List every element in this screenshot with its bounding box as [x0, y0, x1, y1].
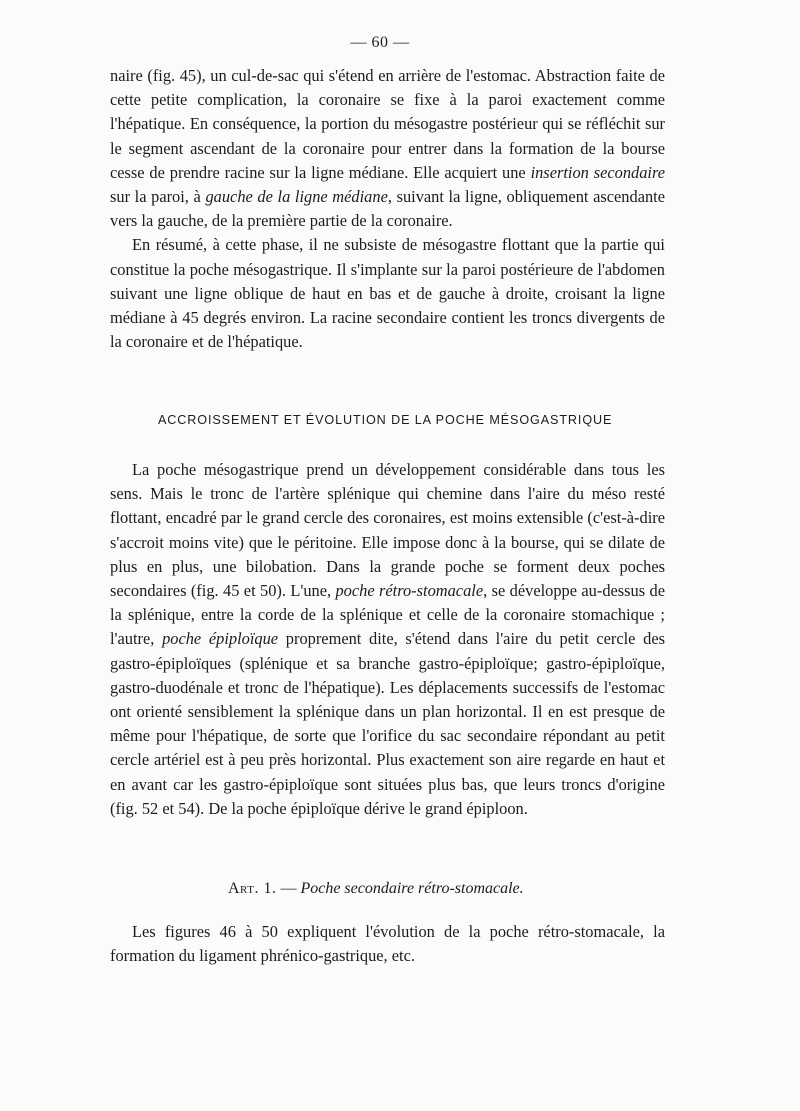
italic-term: poche épiploïque — [162, 629, 279, 649]
paragraph-development — [110, 458, 665, 821]
text-block-continuation — [110, 64, 665, 354]
paragraph-text: sur la paroi, à — [110, 187, 206, 207]
paragraph-summary: En résumé, à cette phase, il ne subsiste de mésogastre flottant que la partie qui constitue la poche mésogastrique. Il s'implante sur la paroi postérieure de l'abdomen suivant une ligne oblique de haut en bas et de gauche à droite, croisant la ligne médiane à 45 degrés environ. La racine secondaire contient les troncs divergents de la coronaire et de l'hépatique. — [110, 235, 665, 352]
paragraph-text: , se développe au-dessus de la splénique, entre la corde de la splénique et celle de la coronaire stomachique ; l'autre, — [110, 581, 665, 649]
article-label: Art. 1. — [228, 880, 277, 897]
paragraph-text: proprement dite, s'étend dans l'aire du petit cercle des gastro-épiploïques (splénique et sa branche gastro-épiploïque; gastro-épiploïque, gastro-duodénale et tronc de l'hépatique). Les déplacements successifs de l'estomac ont orienté sensiblement la splénique dans un plan horizontal. Il en est presque de même pour l'hépatique, de sorte que l'orifice du sac secondaire répondant au petit cercle artériel est à peu près horizontal. Plus exactement son aire regarde en haut et en avant car les gastro-épiploïque sont situées plus bas, que leurs troncs d'origine (fig. 52 et 54). De la poche épiploïque dérive le grand épiploon. — [110, 629, 666, 818]
paragraph-text: naire (fig. 45), un cul-de-sac qui s'étend en arrière de l'estomac. Abstraction faite de cette petite complication, la coronaire se fixe à la paroi exactement comme l'hépatique. En conséquence, la portion du mésogastre postérieur qui se réfléchit sur le segment ascendant de la coronaire pour entrer dans la formation de la bourse cesse de prendre racine sur la ligne médiane. Elle acquiert une — [110, 66, 665, 182]
section-heading: ACCROISSEMENT ET ÉVOLUTION DE LA POCHE MÉSOGASTRIQUE — [158, 413, 613, 427]
page-number: — 60 — — [350, 34, 410, 51]
italic-term: poche rétro-stomacale — [335, 581, 484, 601]
paragraph-figures: Les figures 46 à 50 expliquent l'évolution de la poche rétro-stomacale, la formation du ligament phrénico-gastrique, etc. — [110, 922, 665, 966]
article-title: Poche secondaire rétro-stomacale. — [300, 880, 524, 897]
paragraph-text: La poche mésogastrique prend un développement considérable dans tous les sens. Mais le tronc de l'artère splénique qui chemine dans l'aire du méso resté flottant, encadré par le grand cercle des coronaires, est moins extensible (c'est-à-dire s'accroit moins vite) que le péritoine. Elle impose donc à la bourse, qui se dilate de plus en plus, une bilobation. Dans la grande poche se forment deux poches secondaires (fig. 45 et 50). L'une, — [110, 460, 665, 601]
paragraph-text: , suivant la ligne, obliquement ascendante vers la gauche, de la première partie de la coronaire. — [110, 187, 665, 231]
paragraph-continued — [110, 64, 665, 233]
article-heading — [228, 880, 524, 898]
italic-term: gauche de la ligne médiane — [205, 187, 388, 207]
article-dash: — — [276, 880, 301, 897]
italic-term: insertion secondaire — [530, 162, 665, 182]
text-block-section — [110, 458, 665, 821]
text-block-article — [110, 920, 665, 968]
